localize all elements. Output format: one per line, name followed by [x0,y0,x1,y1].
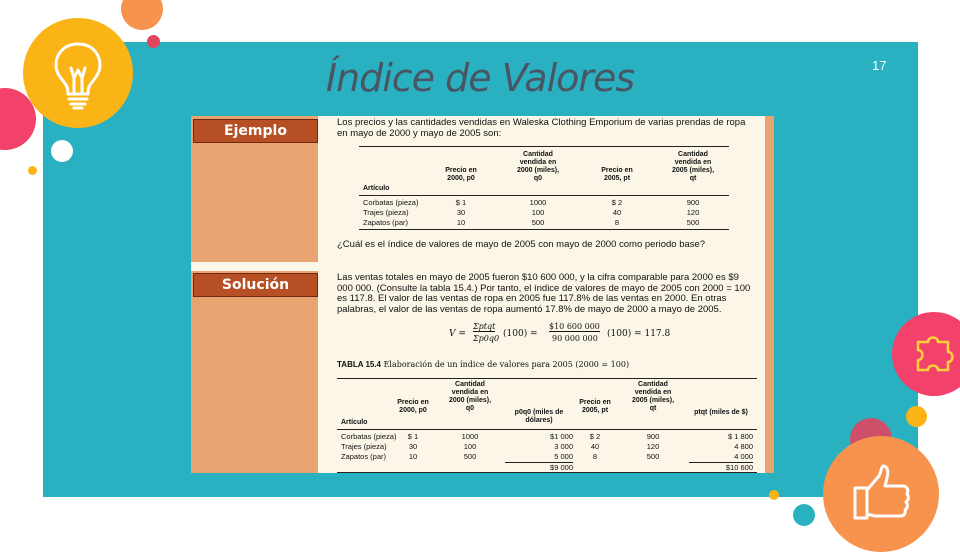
formula-den2: 90 000 000 [552,334,598,343]
prices-table-cell: Trajes (pieza) [363,208,409,217]
prices-table-cell: 1000 [529,198,547,207]
prices-table-body [359,196,729,228]
prices-table-row [359,218,729,228]
value-index-table-cell: 100 [463,442,477,451]
decor-circle-red-small [147,35,160,48]
prices-table-cell: Corbatas (pieza) [363,198,419,207]
t2-col-ptqt: ptqt (miles de $) [694,409,748,416]
prices-table-cell: $ 1 [455,198,467,207]
value-index-table-totals-row [337,462,757,472]
prices-table-cell: 500 [531,218,545,227]
value-index-table-cell: $ 1 800 [727,432,753,441]
value-index-table-cell: 500 [646,452,660,461]
sidebar-divider [191,262,318,271]
t2-col-pt: Precio en 2005, pt [579,399,611,414]
value-index-formula [449,322,679,348]
question-text: ¿Cuál es el índice de valores de mayo de 2005 con mayo de 2000 como periodo base? [337,239,706,250]
prices-table-row [359,208,729,218]
value-index-table-cell: 40 [590,442,600,451]
value-index-table-cell: 8 [592,452,598,461]
example-tab: Ejemplo [193,119,318,143]
t2-col-qt: Cantidad vendida en 2005 (miles), qt [631,381,675,412]
value-index-table-total: $9 000 [505,462,573,473]
value-index-table-row [337,452,757,462]
value-index-table [337,378,757,473]
decor-circle-yellow-bottom-dot [769,490,779,500]
prices-table-cell: $ 2 [611,198,623,207]
prices-table-cell: 10 [456,218,466,227]
value-index-table-cell: 30 [408,442,418,451]
solution-text: Las ventas totales en mayo de 2005 fueron $10 600 000, y la cifra comparable para 2000 es $9 000 000. (Consulte la tabla 15.4.) Por tanto, el índice de valores de mayo de 2005 con 2000 = 100 es 117.8. El valor de las ventas de ropa en 2005 fue 117.8% de las ventas en 2000. En otras palabras, el valor de las ventas de ropa aumentó 17.8% de mayo de 2000 a mayo de 2005. [337,272,751,315]
decor-circle-yellow-dot [28,166,37,175]
table-caption [337,360,757,369]
value-index-table-row [337,432,757,442]
value-index-table-cell: Zapatos (par) [341,452,387,461]
value-index-table-cell: 4 800 [734,442,753,451]
prices-table-cell: 900 [686,198,700,207]
value-index-table-cell: 120 [646,442,660,451]
solution-tab: Solución [193,273,318,297]
prices-table-cell: 40 [612,208,622,217]
t2-col-q0: Cantidad vendida en 2000 (miles), q0 [448,381,492,412]
value-index-table-cell: 1000 [461,432,479,441]
t2-col-articulo: Artículo [341,419,368,426]
value-index-table-cell: $ 1 [407,432,419,441]
prices-table-cell: Zapatos (par) [363,218,409,227]
value-index-table-cell: Trajes (pieza) [341,442,387,451]
col-qt: Cantidad vendida en 2005 (miles), qt [671,151,715,182]
formula-rhs: (100) = 117.8 [607,329,671,339]
col-pt: Precio en 2005, pt [601,167,633,182]
col-p0: Precio en 2000, p0 [445,167,477,182]
textbook-excerpt [191,116,774,473]
prices-table-cell: 120 [686,208,700,217]
value-index-table-row [337,442,757,452]
decor-circle-white-left [51,140,73,162]
prices-table-cell: 500 [686,218,700,227]
formula-mid: (100) = [503,329,538,339]
table-caption-label: TABLA 15.4 [337,360,382,369]
page-number: 17 [872,58,887,73]
value-index-table-cell: 900 [646,432,660,441]
prices-table-cell: 8 [614,218,620,227]
value-index-table-cell: 500 [463,452,477,461]
formula-lhs: V = [449,329,466,339]
value-index-table-body [337,430,757,472]
value-index-table-cell: $1 000 [550,432,573,441]
t2-col-p0q0: p0q0 (miles de dólares) [514,409,564,424]
value-index-table-cell: 5 000 [554,452,573,461]
puzzle-icon [892,312,960,396]
value-index-table-cell: 10 [408,452,418,461]
prices-table-row [359,198,729,208]
thumbs-up-icon [823,436,939,552]
table-caption-text: Elaboración de un índice de valores para 2005 (2000 = 100) [383,360,630,369]
col-articulo: Artículo [363,185,390,192]
prices-table [359,146,729,230]
value-index-table-cell: 3 000 [554,442,573,451]
prices-table-header [359,147,729,196]
slide-title: Índice de Valores [325,56,635,100]
decor-circle-teal-bottom [793,504,815,526]
value-index-table-header [337,379,757,430]
value-index-table-cell: Corbatas (pieza) [341,432,397,441]
value-index-table-cell: 4 000 [734,452,753,461]
doc-right-strip [765,116,774,473]
prices-table-cell: 100 [531,208,545,217]
t2-col-p0: Precio en 2000, p0 [397,399,429,414]
formula-den1: Σp0q0 [473,334,500,343]
formula-num1: Σptqt [473,322,496,331]
col-q0: Cantidad vendida en 2000 (miles), q0 [516,151,560,182]
value-index-table-total: $10 600 [689,462,753,473]
prices-table-cell: 30 [456,208,466,217]
formula-num2: $10 600 000 [549,322,600,331]
value-index-table-cell: $ 2 [589,432,601,441]
example-text: Los precios y las cantidades vendidas en Waleska Clothing Emporium de varias prendas de ropa en mayo de 2000 y mayo de 2005 son: [337,117,746,139]
decor-circle-yellow-small [906,406,927,427]
